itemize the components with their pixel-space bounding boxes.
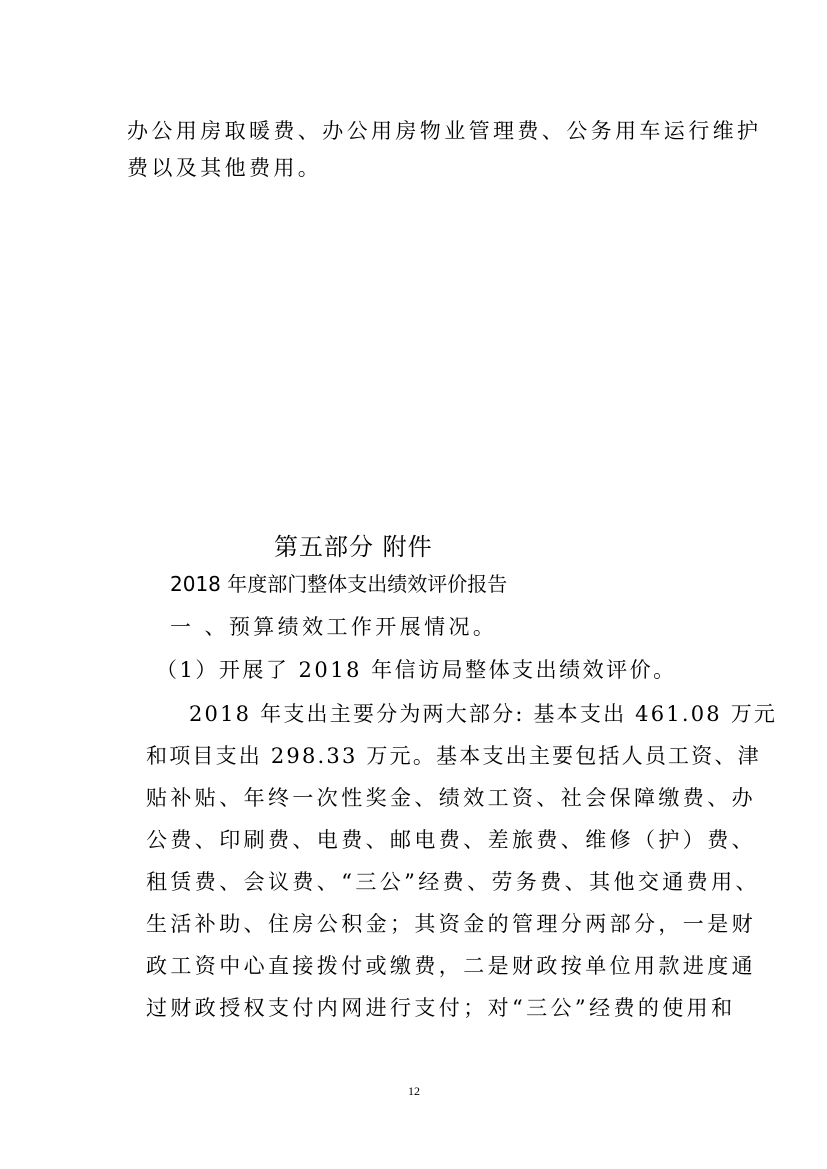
paragraph-line-2: 和项目支出 298.33 万元。基本支出主要包括人员工资、津 xyxy=(146,744,761,768)
carryover-line-2: 费以及其他费用。 xyxy=(127,156,323,180)
paragraph-line-7: 政工资中心直接拨付或缴费，二是财政按单位用款进度通 xyxy=(146,954,756,978)
paragraph-line-1: 2018 年支出主要分为两大部分: 基本支出 461.08 万元 xyxy=(189,702,778,726)
paragraph-line-8: 过财政授权支付内网进行支付；对“三公”经费的使用和 xyxy=(146,996,736,1020)
report-title: 2018 年度部门整体支出绩效评价报告 xyxy=(170,572,508,596)
carryover-line-1: 办公用房取暖费、办公用房物业管理费、公务用车运行维护 xyxy=(127,119,762,143)
paragraph-line-6: 生活补助、住房公积金；其资金的管理分两部分，一是财 xyxy=(146,912,756,936)
section-title: 第五部分 附件 xyxy=(274,533,433,561)
paragraph-line-5: 租赁费、会议费、“三公”经费、劳务费、其他交通费用、 xyxy=(146,870,760,894)
heading-evaluation: （1）开展了 2018 年信访局整体支出绩效评价。 xyxy=(156,658,677,682)
paragraph-line-4: 公费、印刷费、电费、邮电费、差旅费、维修（护）费、 xyxy=(146,828,756,852)
page-number: 12 xyxy=(408,1084,420,1098)
heading-budget-performance: 一 、预算绩效工作开展情况。 xyxy=(170,615,498,639)
paragraph-line-3: 贴补贴、年终一次性奖金、绩效工资、社会保障缴费、办 xyxy=(146,786,756,810)
